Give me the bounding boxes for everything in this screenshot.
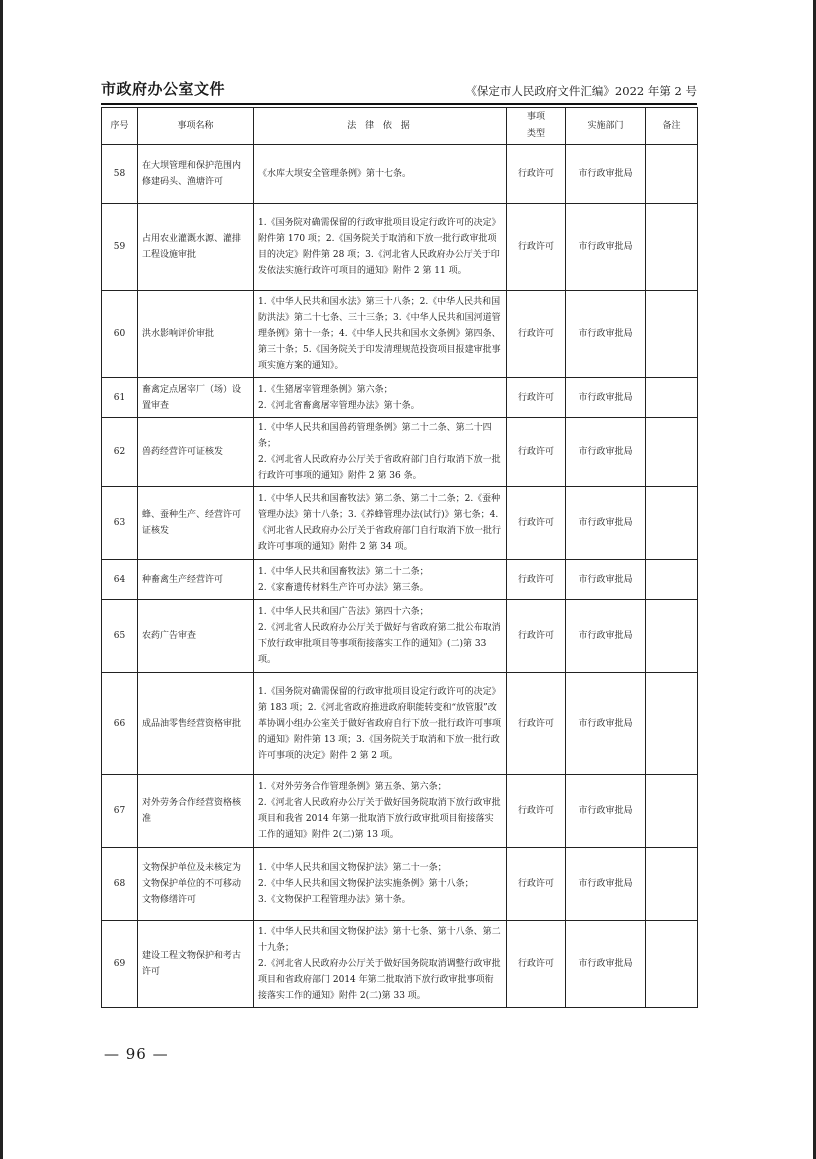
item-type: 行政许可: [507, 921, 566, 1008]
item-legal-basis: [254, 600, 507, 673]
item-type: 行政许可: [507, 204, 566, 291]
item-department: 市行政审批局: [566, 145, 646, 204]
legal-basis-line: 2.《河北省畜禽屠宰管理办法》第十条。: [258, 400, 420, 411]
table-row: [102, 291, 698, 378]
item-type: 行政许可: [507, 291, 566, 378]
legal-basis-line: 1.《国务院对确需保留的行政审批项目设定行政许可的决定》第 183 项；2.《河北省政府推进政府职能转变和“放管服”改革协调小组办公室关于做好省政府自行下放一批行政许可事项的通知》附件第 13 项；3.《国务院关于取消和下放一批行政许可事项的决定》附件 2 第 2 项。: [258, 686, 502, 761]
item-type: 行政许可: [507, 560, 566, 600]
item-legal-basis: [254, 775, 507, 848]
item-name: 建设工程文物保护和考古许可: [138, 921, 254, 1008]
page-edge-left: [0, 0, 3, 1159]
table-row: [102, 418, 698, 487]
item-remarks: [646, 204, 698, 291]
table-row: [102, 848, 698, 921]
item-name: 占用农业灌溉水源、灌排工程设施审批: [138, 204, 254, 291]
col-header-type: 事项 类型: [507, 108, 566, 145]
item-department: 市行政审批局: [566, 204, 646, 291]
item-legal-basis: [254, 848, 507, 921]
item-remarks: [646, 487, 698, 560]
legal-basis-line: 1.《中华人民共和国水法》第三十八条；2.《中华人民共和国防洪法》第二十七条、三十三条；3.《中华人民共和国河道管理条例》第十一条；4.《中华人民共和国水文条例》第四条、第三十条；5.《国务院关于印发清理规范投资项目报建审批事项实施方案的通知》。: [258, 297, 501, 371]
item-number: 65: [102, 600, 138, 673]
item-name: 在大坝管理和保护范围内修建码头、渔塘许可: [138, 145, 254, 204]
table-row: [102, 560, 698, 600]
item-remarks: [646, 560, 698, 600]
item-department: 市行政审批局: [566, 848, 646, 921]
legal-basis-line: 2.《家畜遗传材料生产许可办法》第三条。: [258, 582, 429, 593]
item-name: 成品油零售经营资格审批: [138, 673, 254, 775]
item-number: 61: [102, 378, 138, 418]
col-header-name: 事项名称: [138, 108, 254, 145]
table-header-row: [102, 108, 698, 145]
legal-basis-line: 1.《中华人民共和国畜牧法》第二十二条；: [258, 566, 429, 577]
legal-basis-line: 1.《中华人民共和国兽药管理条例》第二十二条、第二十四条；: [258, 423, 492, 449]
col-header-legal-basis: 法 律 依 据: [254, 108, 507, 145]
item-legal-basis: [254, 673, 507, 775]
item-type: 行政许可: [507, 487, 566, 560]
table-row: [102, 921, 698, 1008]
item-number: 64: [102, 560, 138, 600]
item-name: 农药广告审查: [138, 600, 254, 673]
table-row: [102, 487, 698, 560]
legal-basis-line: 2.《中华人民共和国文物保护法实施条例》第十八条；: [258, 879, 474, 889]
item-remarks: [646, 600, 698, 673]
legal-basis-line: 2.《河北省人民政府办公厅关于省政府部门自行取消下放一批行政许可事项的通知》附件 2 第 36 条。: [258, 455, 501, 481]
item-type: 行政许可: [507, 600, 566, 673]
item-name: 蜂、蚕种生产、经营许可证核发: [138, 487, 254, 560]
publication-issue: 《保定市人民政府文件汇编》2022 年第 2 号: [465, 84, 697, 98]
page-number: — 96 —: [104, 1045, 169, 1063]
legal-basis-line: 2.《河北省人民政府办公厅关于做好与省政府第二批公布取消下放行政审批项目等事项衔接落实工作的通知》(二)第 33 项。: [258, 623, 501, 665]
item-type: 行政许可: [507, 418, 566, 487]
item-name: 兽药经营许可证核发: [138, 418, 254, 487]
table-row: [102, 600, 698, 673]
item-remarks: [646, 673, 698, 775]
item-department: 市行政审批局: [566, 600, 646, 673]
item-number: 62: [102, 418, 138, 487]
item-name: 洪水影响评价审批: [138, 291, 254, 378]
item-type: 行政许可: [507, 775, 566, 848]
document-category: 市政府办公室文件: [101, 80, 226, 98]
legal-basis-line: 3.《文物保护工程管理办法》第十条。: [258, 895, 411, 905]
item-number: 59: [102, 204, 138, 291]
legal-basis-line: 1.《中华人民共和国广告法》第四十六条；: [258, 607, 429, 617]
item-remarks: [646, 378, 698, 418]
col-header-department: 实施部门: [566, 108, 646, 145]
item-name: 文物保护单位及未核定为文物保护单位的不可移动文物修缮许可: [138, 848, 254, 921]
legal-basis-line: 2.《河北省人民政府办公厅关于做好国务院取消调整行政审批项目和省政府部门 2014 年第二批取消下放行政审批事项衔接落实工作的通知》附件 2(二)第 33 项。: [258, 959, 501, 1001]
item-legal-basis: [254, 487, 507, 560]
item-department: 市行政审批局: [566, 291, 646, 378]
item-department: 市行政审批局: [566, 673, 646, 775]
legal-basis-line: 1.《对外劳务合作管理条例》第五条、第六条；: [258, 782, 447, 792]
table-row: [102, 145, 698, 204]
item-legal-basis: [254, 378, 507, 418]
item-type: 行政许可: [507, 378, 566, 418]
item-number: 69: [102, 921, 138, 1008]
item-department: 市行政审批局: [566, 378, 646, 418]
legal-basis-line: 1.《中华人民共和国畜牧法》第二条、第二十二条；2.《蚕种管理办法》第十八条；3.《养蜂管理办法(试行)》第七条；4.《河北省人民政府办公厅关于省政府部门自行取消下放一批行政许可事项的通知》附件 2 第 34 项。: [258, 494, 502, 552]
legal-basis-line: 1.《中华人民共和国文物保护法》第十七条、第十八条、第二十九条；: [258, 927, 501, 953]
legal-basis-line: 1.《中华人民共和国文物保护法》第二十一条；: [258, 863, 447, 873]
item-legal-basis: [254, 291, 507, 378]
item-legal-basis: [254, 145, 507, 204]
item-remarks: [646, 775, 698, 848]
item-number: 66: [102, 673, 138, 775]
item-legal-basis: [254, 204, 507, 291]
item-number: 58: [102, 145, 138, 204]
table-row: [102, 673, 698, 775]
legal-basis-line: 《水库大坝安全管理条例》第十七条。: [258, 169, 412, 179]
page-header: [101, 80, 697, 102]
table-row: [102, 204, 698, 291]
item-remarks: [646, 291, 698, 378]
col-header-number: 序号: [102, 108, 138, 145]
item-legal-basis: [254, 560, 507, 600]
item-type: 行政许可: [507, 145, 566, 204]
item-type: 行政许可: [507, 848, 566, 921]
item-remarks: [646, 921, 698, 1008]
item-number: 68: [102, 848, 138, 921]
approval-items-table: [101, 107, 698, 1008]
item-department: 市行政审批局: [566, 921, 646, 1008]
item-name: 对外劳务合作经营资格核准: [138, 775, 254, 848]
item-department: 市行政审批局: [566, 487, 646, 560]
legal-basis-line: 1.《国务院对确需保留的行政审批项目设定行政许可的决定》附件第 170 项；2.《国务院关于取消和下放一批行政审批项目的决定》附件第 28 项；3.《河北省人民政府办公厅关于印发依法实施行政许可项目的通知》附件 2 第 11 项。: [258, 218, 501, 276]
item-number: 63: [102, 487, 138, 560]
item-department: 市行政审批局: [566, 560, 646, 600]
legal-basis-line: 2.《河北省人民政府办公厅关于做好国务院取消下放行政审批项目和我省 2014 年第一批取消下放行政审批项目衔接落实工作的通知》附件 2(二)第 13 项。: [258, 798, 501, 840]
item-department: 市行政审批局: [566, 418, 646, 487]
item-type: 行政许可: [507, 673, 566, 775]
item-number: 67: [102, 775, 138, 848]
item-number: 60: [102, 291, 138, 378]
item-name: 畜禽定点屠宰厂（场）设置审查: [138, 378, 254, 418]
item-remarks: [646, 418, 698, 487]
item-remarks: [646, 145, 698, 204]
header-rule: [101, 103, 697, 105]
item-legal-basis: [254, 418, 507, 487]
table-row: [102, 775, 698, 848]
legal-basis-line: 1.《生猪屠宰管理条例》第六条；: [258, 384, 393, 395]
item-remarks: [646, 848, 698, 921]
item-name: 种畜禽生产经营许可: [138, 560, 254, 600]
item-legal-basis: [254, 921, 507, 1008]
item-department: 市行政审批局: [566, 775, 646, 848]
col-header-remarks: 备注: [646, 108, 698, 145]
table-row: [102, 378, 698, 418]
